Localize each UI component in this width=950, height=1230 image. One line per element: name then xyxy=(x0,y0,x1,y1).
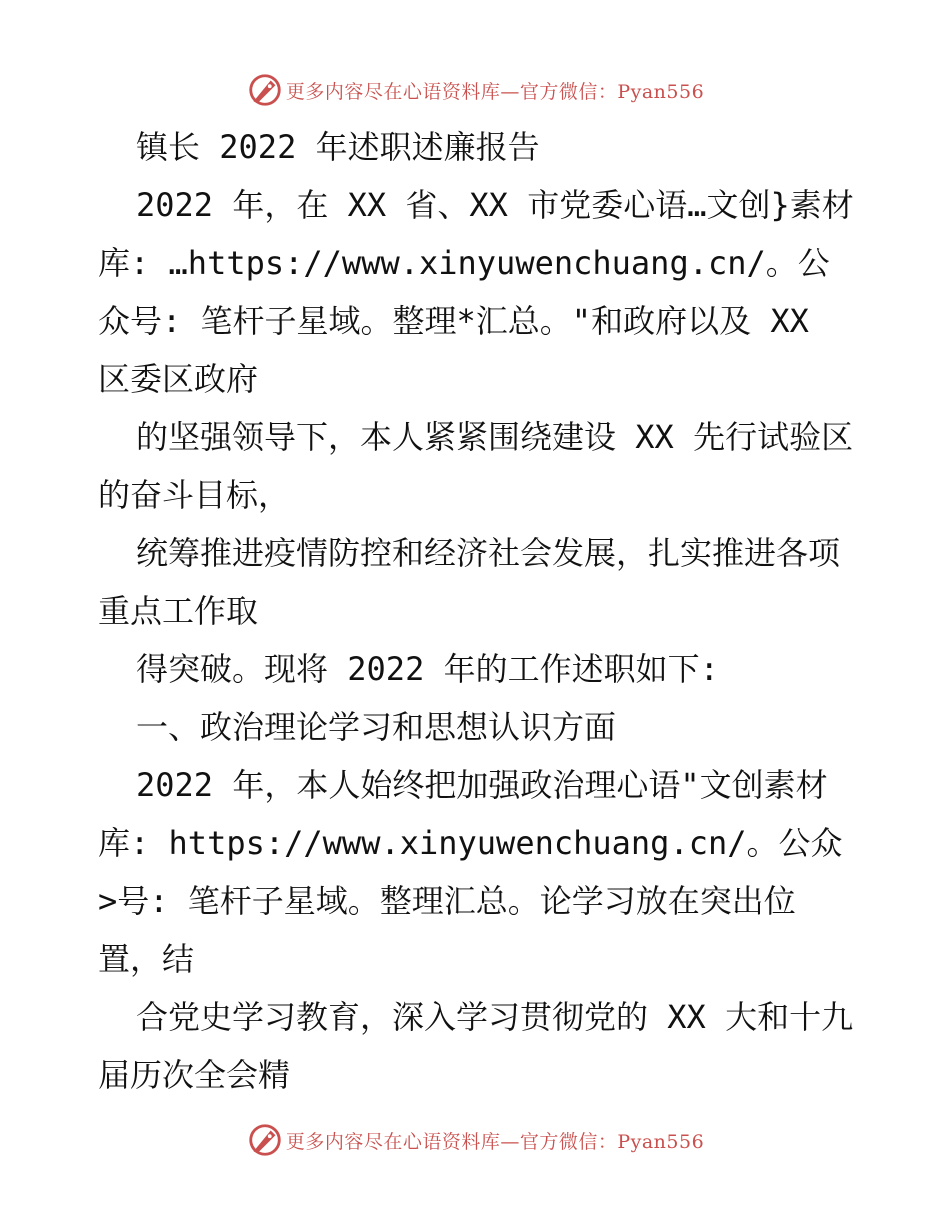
paragraph: 统筹推进疫情防控和经济社会发展，扎实推进各项重点工作取 xyxy=(98,534,841,630)
pen-nib-seal-icon xyxy=(246,1121,284,1159)
header-banner-text: 更多内容尽在心语资料库—官方微信：Pyan556 xyxy=(285,80,705,103)
document-title: 镇长 2022 年述职述廉报告 xyxy=(136,128,540,166)
paragraph: 的坚强领导下，本人紧紧围绕建设 XX 先行试验区的奋斗目标， xyxy=(98,418,854,514)
paragraph: 合党史学习教育，深入学习贯彻党的 XX 大和十九届历次全会精 xyxy=(98,998,854,1094)
pen-nib-seal-icon xyxy=(246,71,284,109)
paragraph: 2022 年，在 XX 省、XX 市党委心语…文创}素材库: …https://www.xinyuwenchuang.cn/。公众号: 笔杆子星域。整理*汇总。"和政府以及 XX 区委区政府 xyxy=(98,186,854,398)
header-banner xyxy=(0,70,950,110)
section-heading: 一、政治理论学习和思想认识方面 xyxy=(136,708,617,746)
footer-banner xyxy=(0,1120,950,1160)
footer-banner-text: 更多内容尽在心语资料库—官方微信：Pyan556 xyxy=(285,1130,705,1153)
document-body xyxy=(98,118,858,1104)
paragraph: 得突破。现将 2022 年的工作述职如下: xyxy=(136,650,719,688)
paragraph: 2022 年，本人始终把加强政治理心语"文创素材库: https://www.xinyuwenchuang.cn/。公众>号: 笔杆子星域。整理汇总。论学习放在突出位置，结 xyxy=(98,766,843,978)
